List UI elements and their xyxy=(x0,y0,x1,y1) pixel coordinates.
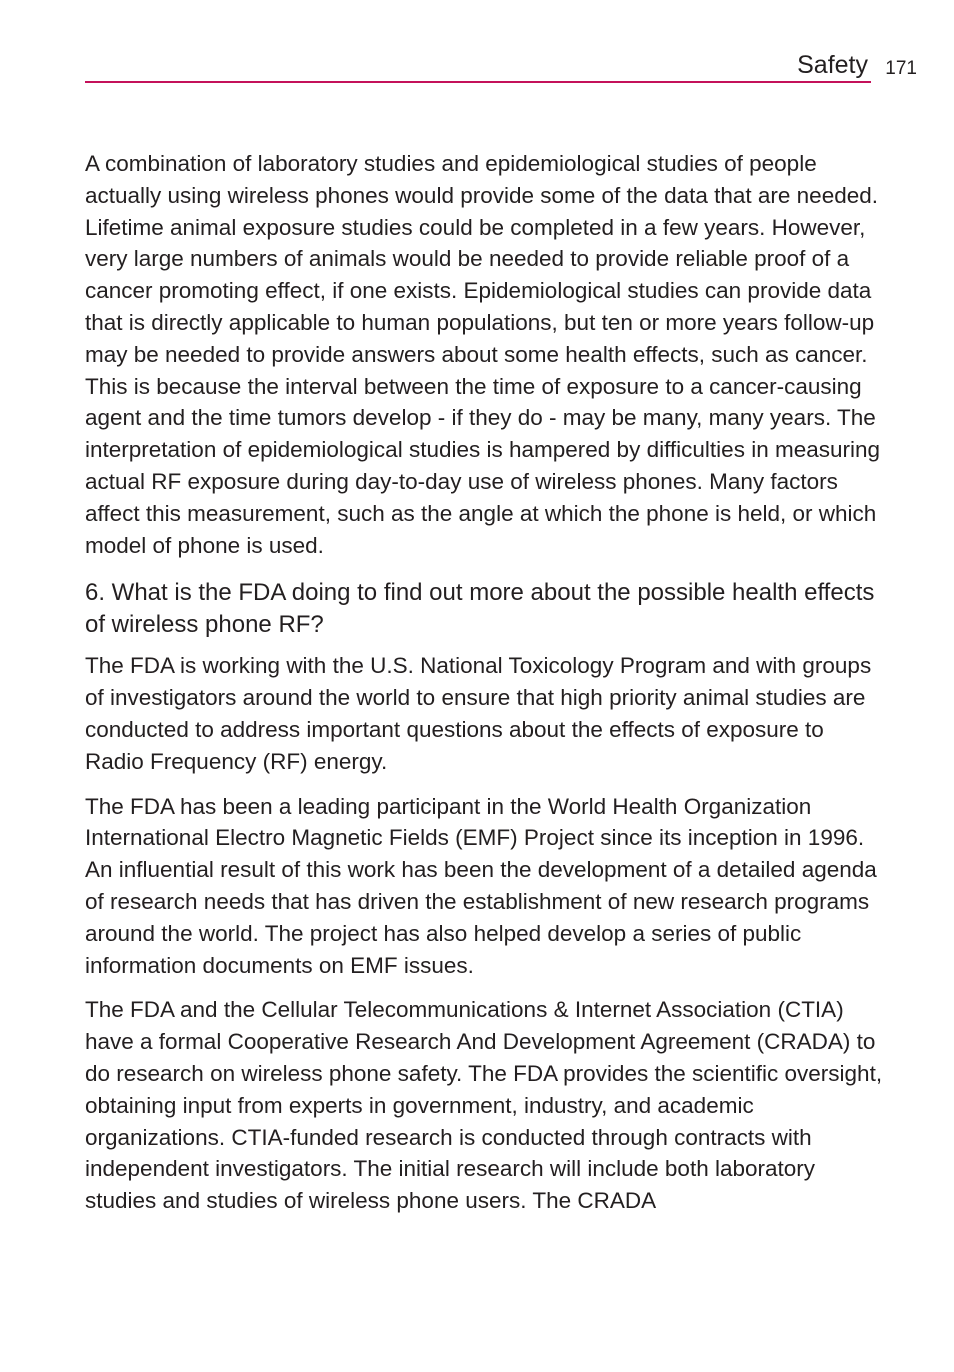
page-header xyxy=(85,44,917,84)
section-title: Safety xyxy=(797,51,868,79)
header-rule xyxy=(85,81,871,83)
page-number: 171 xyxy=(885,58,917,79)
body-paragraph: The FDA has been a leading participant in the World Health Organization International Electro Magnetic Fields (EMF) Project since its inception in 1996. An influential result of this work has been the development of a detailed agenda of research needs that has driven the establishment of new research programs around the world. The project has also helped develop a series of public information documents on EMF issues. xyxy=(85,793,877,978)
body-paragraph: A combination of laboratory studies and epidemiological studies of people actually using wireless phones would provide some of the data that are needed. Lifetime animal exposure studies could be completed in a few years. However, very large numbers of animals would be needed to provide reliable proof of a cancer promoting effect, if one exists. Epidemiological studies can provide data that is directly applicable to human populations, but ten or more years follow-up may be needed to provide answers about some health effects, such as cancer. This is because the interval between the time of exposure to a cancer-causing agent and the time tumors develop - if they do - may be many, many years. The interpretation of epidemiological studies is hampered by difficulties in measuring actual RF exposure during day-to-day use of wireless phones. Many factors affect this measurement, such as the angle at which the phone is held, or which model of phone is used. xyxy=(85,151,881,558)
body-paragraph: The FDA and the Cellular Telecommunications & Internet Association (CTIA) have a formal Cooperative Research And Development Agreement (CRADA) to do research on wireless phone safety. The FDA provides the scientific oversight, obtaining input from experts in government, industry, and academic organizations. CTIA-funded research is conducted through contracts with independent investigators. The initial research will include both laboratory studies and studies of wireless phone users. The CRADA xyxy=(85,997,883,1214)
question-heading: 6. What is the FDA doing to find out more about the possible health effects of wireless phone RF? xyxy=(85,579,875,639)
body-paragraph: The FDA is working with the U.S. National Toxicology Program and with groups of investigators around the world to ensure that high priority animal studies are conducted to address important questions about the effects of exposure to Radio Frequency (RF) energy. xyxy=(85,653,872,774)
page-body xyxy=(85,148,885,1230)
